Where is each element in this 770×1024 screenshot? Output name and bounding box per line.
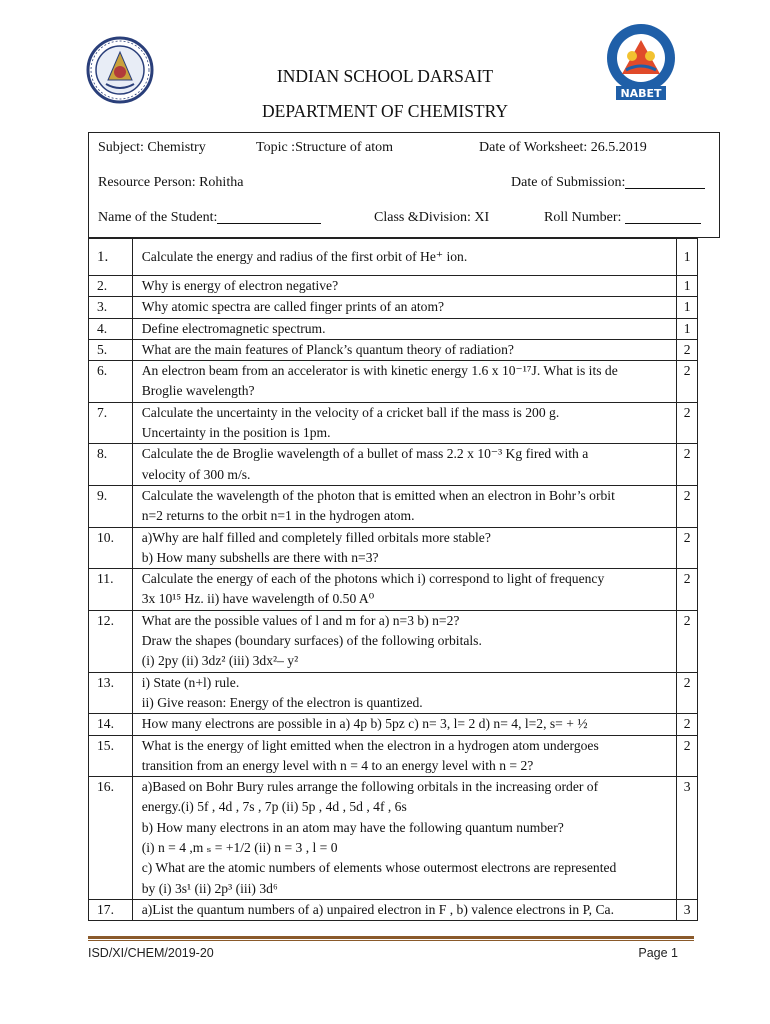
school-name: INDIAN SCHOOL DARSAIT <box>276 66 494 86</box>
question-line: ii) Give reason: Energy of the electron is quantized. <box>141 694 423 710</box>
question-marks: 1 <box>677 239 698 276</box>
question-line: b) How many electrons in an atom may have the following quantum number? <box>141 819 564 835</box>
question-number: 15. <box>89 735 133 777</box>
question-marks: 2 <box>677 339 698 360</box>
question-text <box>132 735 677 777</box>
question-line: Why atomic spectra are called finger prints of an atom? <box>141 299 445 315</box>
question-row <box>89 339 698 360</box>
question-text <box>132 569 677 611</box>
question-text <box>132 361 677 403</box>
question-marks: 1 <box>677 297 698 318</box>
question-line: energy.(i) 5f , 4d , 7s , 7p (ii) 5p , 4d , 5d , 4f , 6s <box>141 799 407 815</box>
question-line: b) How many subshells are there with n=3? <box>141 549 379 565</box>
question-marks: 1 <box>677 318 698 339</box>
resource-person: Resource Person: Rohitha <box>98 175 244 190</box>
question-line: a)List the quantum numbers of a) unpaired electron in F , b) valence electrons in P, Ca. <box>141 901 614 917</box>
questions-table <box>88 238 698 921</box>
question-line: transition from an energy level with n = 4 to an energy level with n = 2? <box>141 757 534 773</box>
question-marks: 2 <box>677 444 698 486</box>
question-line: Calculate the uncertainty in the velocity of a cricket ball if the mass is 200 g. <box>141 404 560 420</box>
class-division-label: Class &Division: XI <box>374 210 490 225</box>
question-text <box>132 777 677 900</box>
question-number: 4. <box>89 318 133 339</box>
question-line: a)Based on Bohr Bury rules arrange the following orbitals in the increasing order of <box>141 779 599 795</box>
question-line: 3x 10¹⁵ Hz. ii) have wavelength of 0.50 A⁰ <box>141 591 375 607</box>
question-row <box>89 735 698 777</box>
question-line: What are the possible values of l and m for a) n=3 b) n=2? <box>141 612 460 628</box>
question-line: i) State (n+l) rule. <box>141 674 240 690</box>
date-of-submission-label: Date of Submission: <box>511 175 625 191</box>
question-text <box>132 444 677 486</box>
question-marks: 2 <box>677 485 698 527</box>
question-line: How many electrons are possible in a) 4p b) 5pz c) n= 3, l= 2 d) n= 4, l=2, s= + ½ <box>141 716 588 732</box>
question-row <box>89 402 698 444</box>
question-marks: 2 <box>677 735 698 777</box>
question-row <box>89 297 698 318</box>
question-row <box>89 714 698 735</box>
question-row <box>89 444 698 486</box>
question-row <box>89 361 698 403</box>
question-line: (i) n = 4 ,m ₛ = +1/2 (ii) n = 3 , l = 0 <box>141 840 338 856</box>
question-line: n=2 returns to the orbit n=1 in the hydrogen atom. <box>141 508 415 524</box>
quality-school-governance-logo <box>600 22 682 104</box>
question-marks: 1 <box>677 276 698 297</box>
question-line: (i) 2py (ii) 3dz² (iii) 3dx²– y² <box>141 653 299 669</box>
svg-text:NABET: NABET <box>620 87 662 100</box>
subject-label: Subject: Chemistry <box>98 140 206 155</box>
question-text <box>132 339 677 360</box>
question-line: Draw the shapes (boundary surfaces) of the following orbitals. <box>141 633 482 649</box>
question-number: 1. <box>89 239 133 276</box>
question-line: a)Why are half filled and completely filled orbitals more stable? <box>141 529 491 545</box>
page-number: Page 1 <box>638 946 678 960</box>
worksheet-info-box <box>88 132 720 238</box>
question-text <box>132 318 677 339</box>
question-line: velocity of 300 m/s. <box>141 466 251 482</box>
question-marks: 3 <box>677 899 698 920</box>
question-line: Calculate the energy of each of the photons which i) correspond to light of frequency <box>141 571 605 587</box>
question-marks: 2 <box>677 714 698 735</box>
question-row <box>89 276 698 297</box>
question-number: 7. <box>89 402 133 444</box>
question-marks: 3 <box>677 777 698 900</box>
question-row <box>89 527 698 569</box>
question-row <box>89 777 698 900</box>
question-number: 12. <box>89 610 133 672</box>
question-row <box>89 569 698 611</box>
question-number: 11. <box>89 569 133 611</box>
question-line: An electron beam from an accelerator is with kinetic energy 1.6 x 10⁻¹⁷J. What is its de <box>141 363 618 379</box>
topic-label: Topic :Structure of atom <box>256 140 394 155</box>
question-number: 2. <box>89 276 133 297</box>
student-name-label: Name of the Student: <box>98 210 217 226</box>
question-text <box>132 276 677 297</box>
question-line: Calculate the de Broglie wavelength of a bullet of mass 2.2 x 10⁻³ Kg fired with a <box>141 446 589 462</box>
question-line: What are the main features of Planck’s quantum theory of radiation? <box>141 341 514 357</box>
question-text <box>132 402 677 444</box>
question-text <box>132 672 677 714</box>
question-number: 13. <box>89 672 133 714</box>
question-number: 16. <box>89 777 133 900</box>
question-number: 14. <box>89 714 133 735</box>
question-line: Why is energy of electron negative? <box>141 278 339 293</box>
question-number: 17. <box>89 899 133 920</box>
question-line: Calculate the wavelength of the photon that is emitted when an electron in Bohr’s orbit <box>141 487 615 503</box>
question-text <box>132 714 677 735</box>
question-marks: 2 <box>677 527 698 569</box>
question-text <box>132 610 677 672</box>
question-row <box>89 610 698 672</box>
question-marks: 2 <box>677 672 698 714</box>
question-number: 9. <box>89 485 133 527</box>
question-marks: 2 <box>677 361 698 403</box>
question-number: 8. <box>89 444 133 486</box>
department-name: DEPARTMENT OF CHEMISTRY <box>262 101 508 121</box>
footer-divider <box>88 936 694 939</box>
question-text <box>132 485 677 527</box>
date-of-worksheet: Date of Worksheet: 26.5.2019 <box>479 140 647 155</box>
footer-divider-thin <box>88 940 694 941</box>
question-text <box>132 527 677 569</box>
question-row <box>89 485 698 527</box>
question-line: What is the energy of light emitted when the electron in a hydrogen atom undergoes <box>141 737 599 753</box>
question-line: by (i) 3s¹ (ii) 2p³ (iii) 3d⁶ <box>141 880 278 896</box>
question-marks: 2 <box>677 610 698 672</box>
question-text <box>132 239 677 276</box>
question-row <box>89 239 698 276</box>
question-marks: 2 <box>677 569 698 611</box>
question-line: c) What are the atomic numbers of elements whose outermost electrons are represented <box>141 860 617 876</box>
question-number: 5. <box>89 339 133 360</box>
question-line: Uncertainty in the position is 1pm. <box>141 425 331 441</box>
question-marks: 2 <box>677 402 698 444</box>
question-text <box>132 899 677 920</box>
question-text <box>132 297 677 318</box>
question-number: 10. <box>89 527 133 569</box>
question-line: Broglie wavelength? <box>141 383 255 399</box>
question-row <box>89 318 698 339</box>
question-line: Define electromagnetic spectrum. <box>141 320 326 336</box>
roll-number-label: Roll Number: <box>544 210 625 226</box>
question-row <box>89 899 698 920</box>
document-code: ISD/XI/CHEM/2019-20 <box>88 946 214 960</box>
question-number: 6. <box>89 361 133 403</box>
question-line: Calculate the energy and radius of the first orbit of He⁺ ion. <box>141 248 468 264</box>
question-row <box>89 672 698 714</box>
question-number: 3. <box>89 297 133 318</box>
